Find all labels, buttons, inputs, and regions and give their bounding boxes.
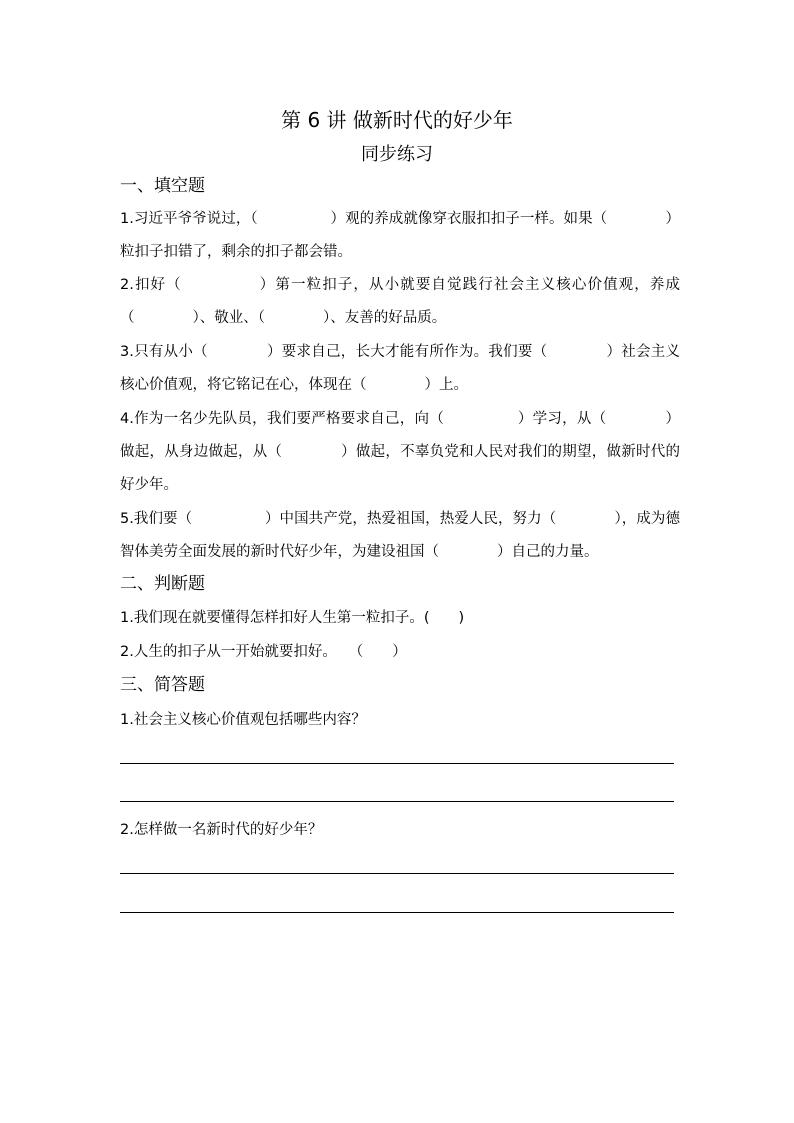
section-heading-short: 三、简答题 xyxy=(120,675,205,695)
fill-question-2: 2.扣好（ ）第一粒扣子，从小就要自觉践行社会主义核心价值观，养成（ ）、敬业、（ ）、友善的好品质。 xyxy=(120,277,680,326)
short-question-1: 1.社会主义核心价值观包括哪些内容？ xyxy=(120,712,366,728)
answer-line[interactable] xyxy=(120,912,674,913)
page-title: 第 6 讲 做新时代的好少年 xyxy=(281,108,513,132)
answer-line[interactable] xyxy=(120,763,674,764)
fill-question-3: 3.只有从小（ ）要求自己，长大才能有所作为。我们要（ ）社会主义核心价值观，将它铭记在心，体现在（ ）上。 xyxy=(120,344,680,393)
short-question-2: 2.怎样做一名新时代的好少年？ xyxy=(120,822,323,838)
fill-question-4: 4.作为一名少先队员，我们要严格要求自己，向（ ）学习，从（ ）做起，从身边做起，从（ ）做起，不辜负党和人民对我们的期望，做新时代的好少年。 xyxy=(120,411,680,493)
answer-line[interactable] xyxy=(120,873,674,874)
fill-question-1: 1.习近平爷爷说过，（ ）观的养成就像穿衣服扣扣子一样。如果（ ）粒扣子扣错了，剩余的扣子都会错。 xyxy=(120,211,680,260)
fill-question-5: 5.我们要（ ）中国共产党，热爱祖国，热爱人民，努力（ ），成为德智体美劳全面发展的新时代好少年，为建设祖国（ ）自己的力量。 xyxy=(120,511,680,560)
page-subtitle: 同步练习 xyxy=(361,144,433,165)
section-heading-fill: 一、填空题 xyxy=(120,176,205,196)
judge-question-1: 1.我们现在就要懂得怎样扣好人生第一粒扣子。( ) xyxy=(120,610,465,626)
answer-line[interactable] xyxy=(120,801,674,802)
section-heading-judge: 二、判断题 xyxy=(120,574,205,594)
judge-question-2: 2.人生的扣子从一开始就要扣好。 （ ） xyxy=(120,644,407,660)
